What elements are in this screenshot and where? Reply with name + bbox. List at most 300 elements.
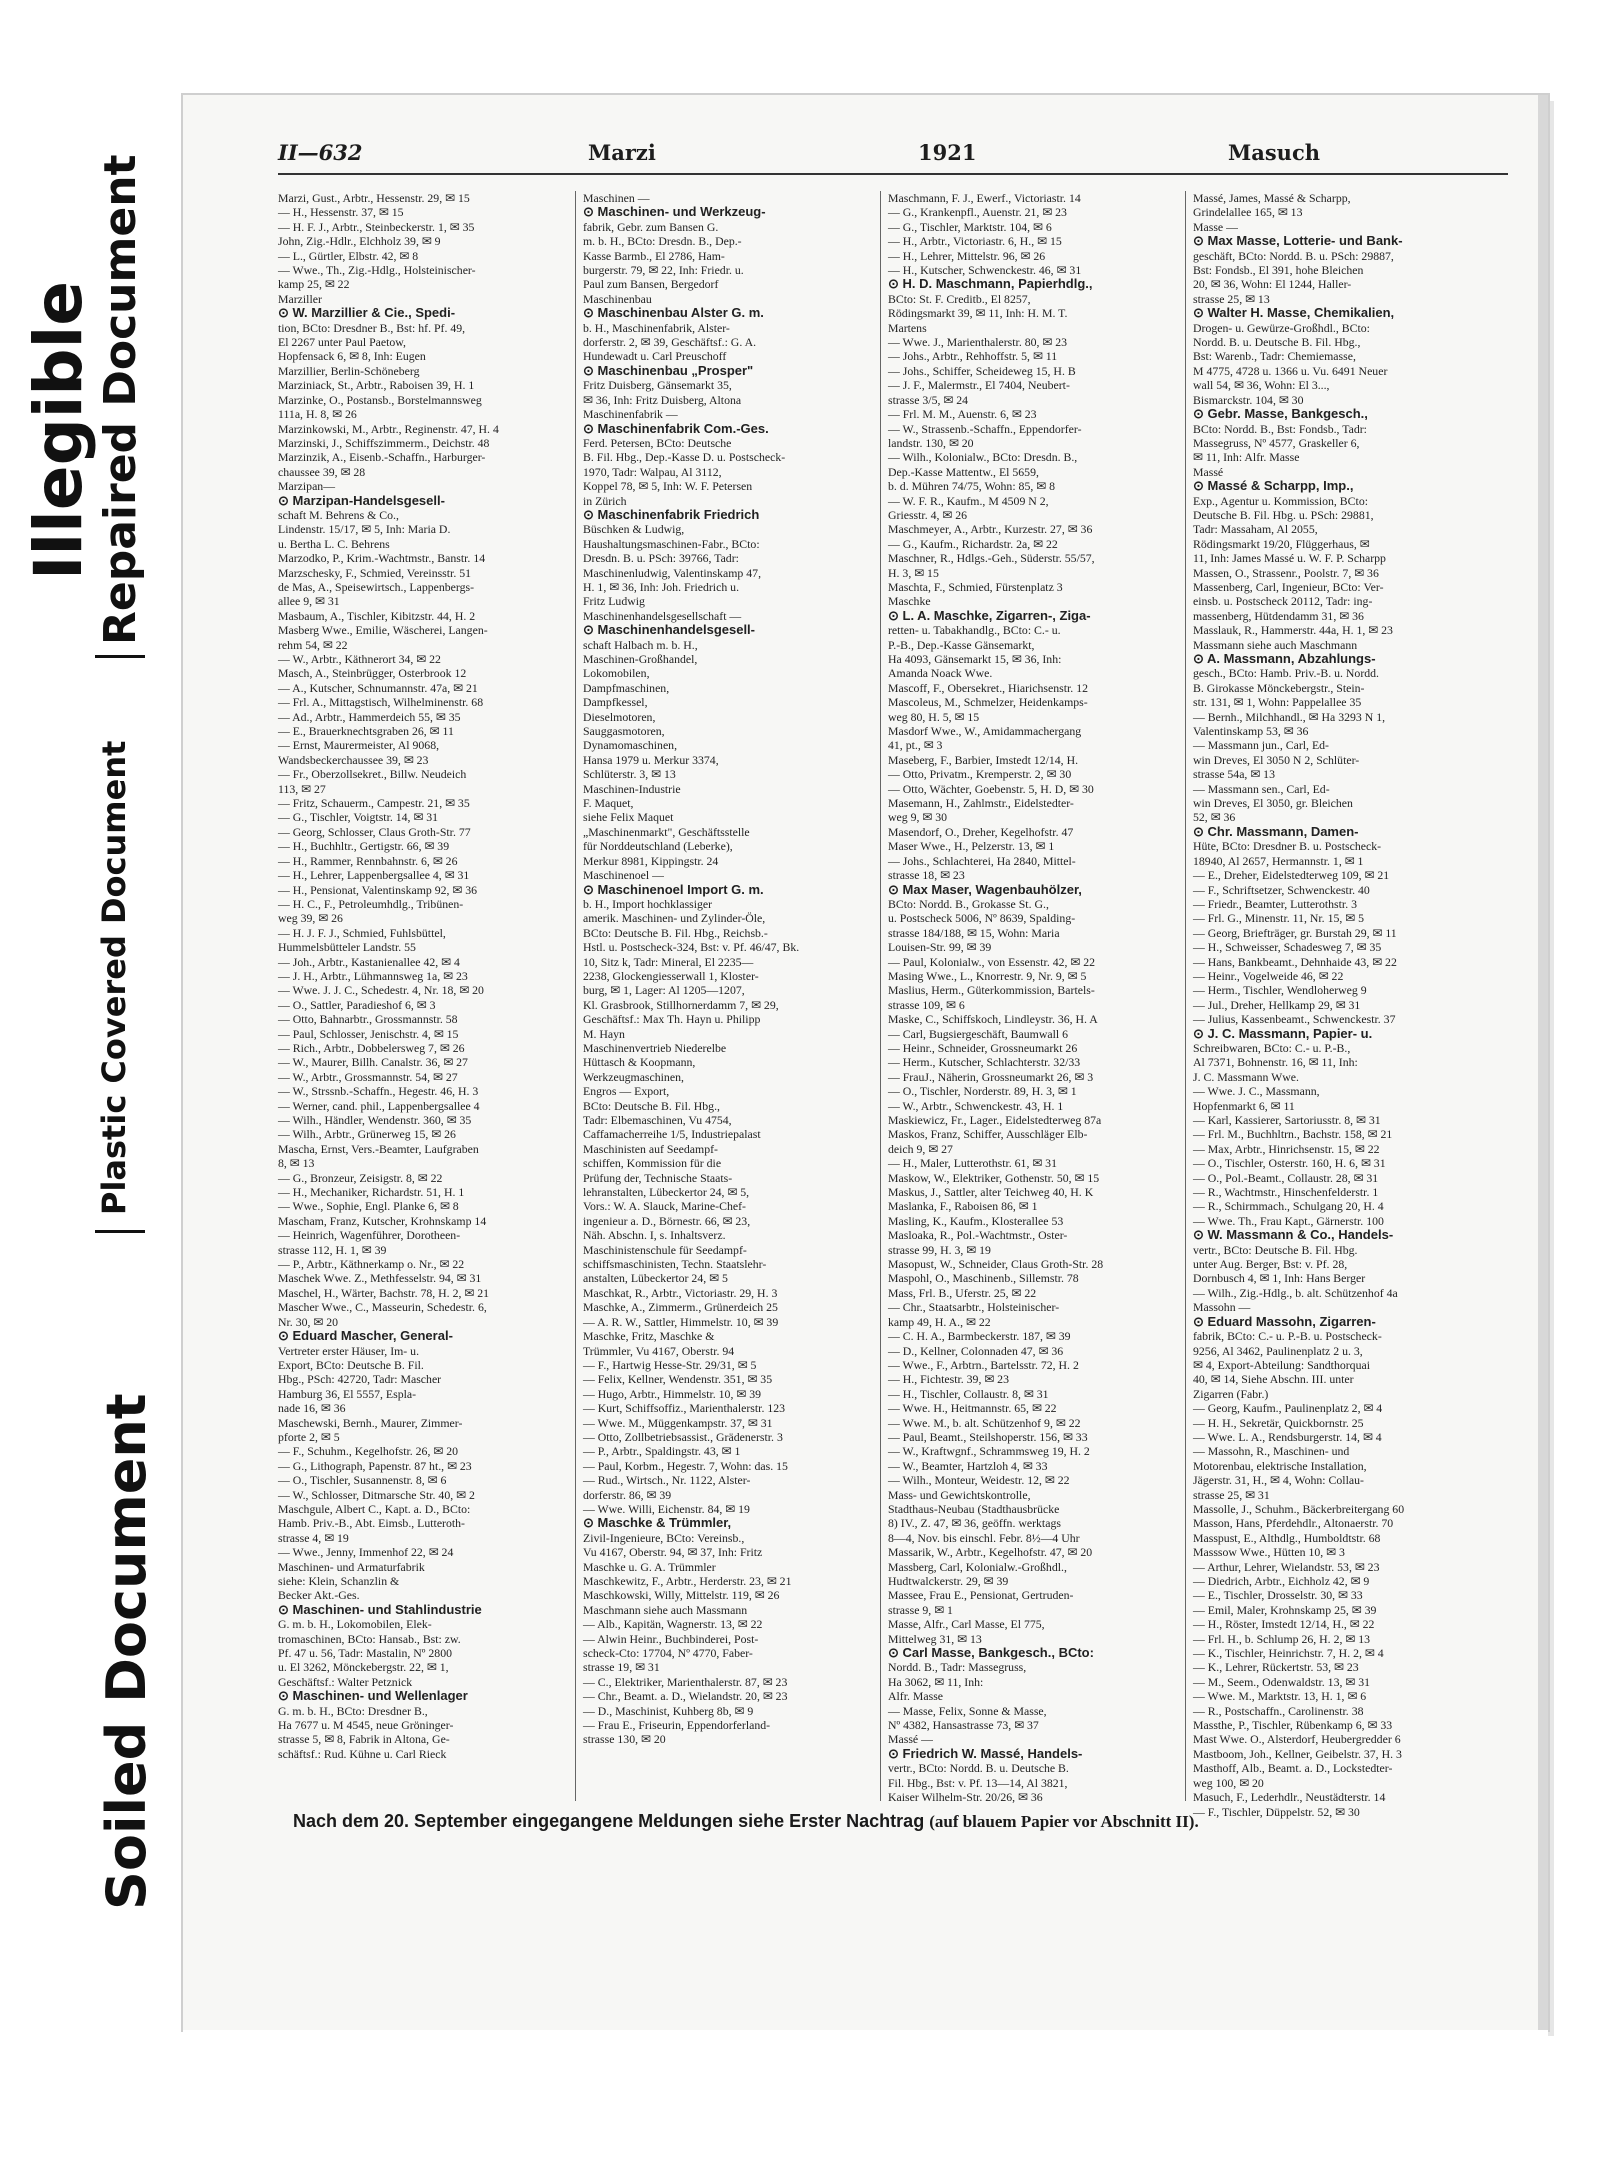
directory-entry-line: M 4775, 4728 u. 1366 u. Vu. 6491 Neuer [1193, 363, 1388, 378]
directory-entry-line: schaft M. Behrens & Co., [278, 507, 399, 522]
directory-entry-line: Caffamacherreihe 1/5, Industriepalast [583, 1127, 761, 1142]
directory-entry-line: — H., Tischler, Collaustr. 8, ✉ 31 [888, 1386, 1049, 1401]
directory-entry-line: Marzillier, Berlin-Schöneberg [278, 363, 420, 378]
directory-entry-line: ⊙ Friedrich W. Massé, Handels- [888, 1745, 1083, 1761]
directory-entry-line: BCto: St. F. Creditb., El 8257, [888, 291, 1031, 306]
directory-entry-line: Vertreter erster Häuser, Im- u. [278, 1343, 420, 1358]
directory-entry-line: Maskos, Franz, Schiffer, Ausschläger Elb- [888, 1127, 1088, 1142]
directory-entry-line: — W., Strassenb.-Schaffn., Eppendorfer- [888, 421, 1082, 436]
directory-entry-line: — J. H., Arbtr., Lühmannsweg 1a, ✉ 23 [278, 968, 468, 983]
scanned-directory-page [183, 95, 1548, 2030]
directory-entry-line: Mittelweg 31, ✉ 13 [888, 1631, 982, 1646]
page-number: II—632 [278, 140, 363, 165]
directory-entry-line: Dornbusch 4, ✉ 1, Inh: Hans Berger [1193, 1271, 1366, 1286]
directory-entry-line: — F., Hartwig Hesse-Str. 29/31, ✉ 5 [583, 1357, 757, 1372]
directory-entry-line: strasse 3/5, ✉ 24 [888, 392, 969, 407]
directory-entry-line: ⊙ Maschinen- und Werkzeug- [583, 204, 766, 220]
directory-entry-line: — Wwe. L. A., Rendsburgerstr. 14, ✉ 4 [1193, 1429, 1382, 1444]
directory-entry-line: landstr. 130, ✉ 20 [888, 435, 974, 450]
directory-entry-line: Massthe, P., Tischler, Rübenkamp 6, ✉ 33 [1193, 1718, 1393, 1733]
directory-entry-line: ⊙ Maschinenfabrik Com.-Ges. [583, 420, 769, 436]
directory-entry-line: Kaiser Wilhelm-Str. 20/26, ✉ 36 [888, 1790, 1043, 1805]
directory-entry-line: Maslanka, F., Raboisen 86, ✉ 1 [888, 1199, 1038, 1214]
directory-entry-line: Maschke, A., Zimmerm., Grünerdeich 25 [583, 1300, 778, 1315]
directory-entry-line: — R., Postschaffn., Carolinenstr. 38 [1193, 1703, 1364, 1718]
directory-entry-line: Marzinzik, A., Eisenb.-Schaffn., Harburger- [278, 450, 486, 465]
directory-entry-line: G. m. b. H., BCto: Dresdner B., [278, 1703, 428, 1718]
directory-entry-line: — Rich., Arbtr., Dobbelersweg 7, ✉ 26 [278, 1040, 465, 1055]
directory-entry-line: — L., Gürtler, Elbstr. 42, ✉ 8 [278, 248, 419, 263]
directory-entry-line: — W., Kraftwgnf., Schrammsweg 19, H. 2 [888, 1444, 1090, 1459]
directory-entry-line: Hbg., PSch: 42720, Tadr: Mascher [278, 1372, 442, 1387]
directory-entry-line: BCto: Nordd. B., Grokasse St. G., [888, 896, 1049, 911]
directory-entry-line: ⊙ Maschinenbau Alster G. m. [583, 305, 764, 321]
directory-entry-line: — Wwe. H., Heitmannstr. 65, ✉ 22 [888, 1401, 1057, 1416]
directory-entry-line: Massarik, W., Arbtr., Kegelhofstr. 47, ✉ 20 [888, 1545, 1093, 1560]
directory-entry-line: weg 80, H. 5, ✉ 15 [888, 709, 980, 724]
directory-entry-line: — Otto, Wächter, Goebenstr. 5, H. D, ✉ 30 [888, 781, 1094, 796]
directory-entry-line: Maschgule, Albert C., Kapt. a. D., BCto: [278, 1501, 471, 1516]
directory-entry-line: Maschinen — [583, 191, 650, 205]
directory-entry-line: gesch., BCto: Hamb. Priv.-B. u. Nordd. [1193, 666, 1380, 681]
directory-entry-line: 20, ✉ 36, Wohn: El 1244, Haller- [1193, 277, 1352, 292]
directory-entry-line: 10, Sitz k, Tadr: Mineral, El 2235— [583, 954, 754, 969]
directory-entry-line: Ha 4093, Gänsemarkt 15, ✉ 36, Inh: [888, 652, 1062, 666]
directory-entry-line: — F., Schuhm., Kegelhofstr. 26, ✉ 20 [278, 1444, 458, 1459]
directory-entry-line: strasse 4, ✉ 19 [278, 1530, 349, 1545]
directory-entry-line: Dep.-Kasse Mattentw., El 5659, [888, 464, 1039, 479]
directory-entry-line: Louisen-Str. 99, ✉ 39 [888, 940, 992, 955]
directory-entry-line: str. 131, ✉ 1, Wohn: Pappelallee 35 [1193, 695, 1362, 710]
directory-entry-line: Masberg Wwe., Emilie, Wäscherei, Langen- [278, 623, 488, 638]
directory-entry-line: Alfr. Masse [888, 1689, 944, 1704]
directory-entry-line: — H., Schweisser, Schadesweg 7, ✉ 35 [1193, 940, 1382, 955]
directory-entry-line: Kl. Grasbrook, Stillhornerdamm 7, ✉ 29, [583, 997, 779, 1012]
directory-entry-line: — G., Lithograph, Papenstr. 87 ht., ✉ 23 [278, 1458, 472, 1473]
directory-entry-line: Export, BCto: Deutsche B. Fil. [278, 1357, 424, 1372]
directory-entry-line: strasse 184/188, ✉ 15, Wohn: Maria [888, 925, 1060, 940]
directory-entry-line: — Alwin Heinr., Buchbinderei, Post- [583, 1631, 759, 1646]
directory-entry-line: — H., Arbtr., Victoriastr. 6, H., ✉ 15 [888, 234, 1062, 249]
directory-entry-line: Masdorf Wwe., W., Amidammachergang [888, 724, 1082, 739]
directory-entry-line: — Wilh., Monteur, Weidestr. 12, ✉ 22 [888, 1473, 1070, 1488]
directory-entry-line: 8, ✉ 13 [278, 1156, 315, 1171]
directory-entry-line: Griesstr. 4, ✉ 26 [888, 507, 968, 522]
directory-entry-line: Wandsbeckerchaussee 39, ✉ 23 [278, 752, 429, 767]
directory-entry-line: 11, Inh: James Massé u. W. F. P. Scharpp [1193, 551, 1386, 566]
directory-entry-line: BCto: Nordd. B., Bst: Fondsb., Tadr: [1193, 421, 1367, 436]
footer-note: (auf blauem Papier vor Abschnitt II). [929, 1812, 1199, 1831]
directory-entry-line: u. Postscheck 5006, Nº 8639, Spalding- [888, 911, 1076, 926]
label-illegible: Illegible [20, 280, 97, 580]
directory-entry-line: — Rud., Wirtsch., Nr. 1122, Alster- [583, 1473, 751, 1488]
directory-entry-line: Deutsche B. Fil. Hbg. u. PSch: 29881, [1193, 507, 1374, 522]
directory-entry-line: siehe Felix Maquet [583, 810, 674, 825]
directory-entry-line: — Max, Arbtr., Hinrichsenstr. 15, ✉ 22 [1193, 1141, 1380, 1156]
directory-entry-line: Maskow, W., Elektriker, Gothenstr. 50, ✉ 15 [888, 1170, 1100, 1185]
directory-entry-line: — G., Tischler, Voigtstr. 14, ✉ 31 [278, 810, 439, 825]
directory-entry-line: ⊙ Maschinen- und Stahlindustrie [278, 1601, 482, 1617]
directory-entry-line: Marzi, Gust., Arbtr., Hessenstr. 29, ✉ 15 [278, 191, 470, 205]
directory-entry-line: siehe: Klein, Schanzlin & [278, 1574, 400, 1588]
directory-entry-line: Masbaum, A., Tischler, Kibitzstr. 44, H. 2 [278, 608, 476, 623]
directory-entry-line: H. 1, ✉ 36, Inh: Joh. Friedrich u. [583, 579, 740, 594]
directory-entry-line: Masspust, E., Althdlg., Humboldtstr. 68 [1193, 1530, 1381, 1545]
directory-entry-line: Maslius, Herm., Güterkommission, Bartels- [888, 983, 1095, 998]
directory-column-3 [888, 191, 1173, 1805]
directory-entry-line: Masslauk, R., Hammerstr. 44a, H. 1, ✉ 23 [1193, 623, 1393, 638]
directory-entry-line: — Heinr., Vogelweide 46, ✉ 22 [1193, 968, 1344, 983]
directory-entry-line: — H., Mechaniker, Richardstr. 51, H. 1 [278, 1185, 465, 1200]
directory-entry-line: win Dreves, El 3050, gr. Bleichen [1193, 796, 1353, 811]
directory-entry-line: Maschinenbau [583, 291, 652, 306]
directory-entry-line: — Hans, Bankbeamt., Dehnhaide 43, ✉ 22 [1193, 954, 1397, 969]
directory-entry-line: Masthoff, Alb., Beamt. a. D., Lockstedter- [1193, 1761, 1393, 1776]
directory-entry-line: — Wwe., Th., Zig.-Hdlg., Holsteinischer- [278, 263, 476, 278]
directory-entry-line: Masuch, F., Lederhdlr., Neustädterstr. 14 [1193, 1790, 1386, 1805]
directory-entry-line: win Dreves, El 3050 N 2, Schlüter- [1193, 752, 1360, 767]
directory-entry-line: ⊙ Maschinenhandelsgesell- [583, 622, 755, 638]
directory-entry-line: — Wilh., Kolonialw., BCto: Dresdn. B., [888, 450, 1078, 465]
directory-entry-line: — Wwe. M., b. alt. Schützenhof 9, ✉ 22 [888, 1415, 1081, 1430]
directory-entry-line: allee 9, ✉ 31 [278, 594, 340, 609]
directory-entry-line: Maschner, R., Hdlgs.-Geh., Süderstr. 55/57, [888, 551, 1095, 566]
directory-entry-line: Dampfmaschinen, [583, 680, 670, 695]
directory-entry-line: Massé — [888, 1732, 933, 1747]
directory-entry-line: — Massmann jun., Carl, Ed- [1193, 738, 1329, 753]
directory-entry-line: Geschäftsf.: Max Th. Hayn u. Philipp [583, 1012, 761, 1027]
directory-entry-line: — Johs., Schiffer, Scheideweg 15, H. B [888, 363, 1076, 378]
directory-entry-line: — E., Dreher, Eidelstedterweg 109, ✉ 21 [1193, 868, 1390, 883]
directory-entry-line: Maschinen- und Armaturfabrik [278, 1559, 425, 1574]
directory-column-1 [278, 191, 563, 1801]
directory-entry-line: ✉ 11, Inh: Alfr. Masse [1193, 450, 1300, 465]
directory-entry-line: — Emil, Maler, Krohnskamp 25, ✉ 39 [1193, 1602, 1377, 1617]
directory-entry-line: Mascoff, F., Obersekret., Hiarichsenstr. 12 [888, 680, 1088, 695]
directory-entry-line: ⊙ Massé & Scharpp, Imp., [1193, 478, 1354, 494]
directory-entry-line: Marzinkowski, M., Arbtr., Reginenstr. 47, H. 4 [278, 421, 499, 436]
directory-entry-line: — W., Arbtr., Käthnerort 34, ✉ 22 [278, 652, 441, 666]
directory-entry-line: — Werner, cand. phil., Lappenbergsallee 4 [278, 1098, 480, 1113]
directory-entry-line: strasse 18, ✉ 23 [888, 868, 965, 883]
directory-entry-line: Geschäftsf.: Walter Petznick [278, 1674, 413, 1689]
directory-entry-line: P.-B., Dep.-Kasse Gänsemarkt, [888, 637, 1035, 652]
directory-entry-line: vertr., BCto: Nordd. B. u. Deutsche B. [888, 1761, 1069, 1776]
directory-entry-line: ⊙ H. D. Maschmann, Papierhdlg., [888, 276, 1093, 292]
directory-entry-line: — A. R. W., Sattler, Himmelstr. 10, ✉ 39 [583, 1314, 779, 1329]
directory-entry-line: — H., Buchhltr., Gertigstr. 66, ✉ 39 [278, 839, 450, 854]
directory-entry-line: ⊙ Eduard Massohn, Zigarren- [1193, 1313, 1376, 1329]
directory-entry-line: Vors.: W. A. Slauck, Marine-Chef- [583, 1199, 746, 1214]
directory-entry-line: Maschke, Fritz, Maschke & [583, 1329, 715, 1344]
directory-entry-line: — Masse, Felix, Sonne & Masse, [888, 1703, 1047, 1718]
footer-notice: Nach dem 20. September eingegangene Meldungen siehe Erster Nachtrag [293, 1811, 925, 1831]
directory-entry-line: — P., Arbtr., Käthnerkamp o. Nr., ✉ 22 [278, 1257, 465, 1272]
directory-entry-line: — Kurt, Schiffsoffiz., Marienthalerstr. 123 [583, 1401, 786, 1416]
directory-entry-line: Exp., Agentur u. Kommission, BCto: [1193, 493, 1368, 508]
directory-entry-line: Hamburg 36, El 5557, Espla- [278, 1386, 417, 1401]
directory-entry-line: — Diedrich, Arbtr., Eichholz 42, ✉ 9 [1193, 1574, 1370, 1588]
directory-entry-line: — W., Maurer, Billh. Canalstr. 36, ✉ 27 [278, 1055, 468, 1070]
directory-entry-line: Hstl. u. Postscheck-324, Bst: v. Pf. 46/47, Bk. [583, 940, 800, 955]
directory-entry-line: — H., Fichtestr. 39, ✉ 23 [888, 1372, 1009, 1387]
directory-entry-line: strasse 54a, ✉ 13 [1193, 767, 1275, 782]
page-edge-shadow [1538, 95, 1548, 2030]
directory-entry-line: — C. H. A., Barmbeckerstr. 187, ✉ 39 [888, 1329, 1071, 1344]
directory-entry-line: Masloaka, R., Pol.-Wachtmstr., Oster- [888, 1228, 1068, 1243]
directory-entry-line: scheck-Cto: 17704, Nº 4770, Faber- [583, 1646, 753, 1661]
directory-entry-line: ⊙ Maschinenfabrik Friedrich [583, 506, 760, 522]
directory-entry-line: — P., Arbtr., Spaldingstr. 43, ✉ 1 [583, 1444, 741, 1459]
directory-entry-line: — R., Schirmmach., Schulgang 20, H. 4 [1193, 1199, 1384, 1214]
directory-entry-line: Hansa 1979 u. Merkur 3374, [583, 752, 719, 767]
directory-entry-line: — Wwe. J., Marienthalerstr. 80, ✉ 23 [888, 335, 1068, 350]
directory-entry-line: Näh. Abschn. I, s. Inhaltsverz. [583, 1228, 726, 1243]
directory-entry-line: — K., Tischler, Heinrichstr. 7, H. 2, ✉ 4 [1193, 1646, 1384, 1661]
directory-entry-line: Trümmler, Vu 4167, Oberstr. 94 [583, 1343, 735, 1358]
directory-entry-line: Hudtwalckerstr. 29, ✉ 39 [888, 1574, 1009, 1588]
directory-entry-line: 18940, Al 2657, Hermannstr. 1, ✉ 1 [1193, 853, 1364, 868]
directory-entry-line: Valentinskamp 53, ✉ 36 [1193, 724, 1309, 739]
directory-entry-line: ✉ 4, Export-Abteilung: Sandthorquai [1193, 1357, 1370, 1372]
label-divider [95, 1230, 145, 1233]
header-first-entry: Marzi [588, 140, 656, 165]
directory-entry-line: — F., Tischler, Düppelstr. 52, ✉ 30 [1193, 1804, 1360, 1819]
directory-entry-line: u. El 3262, Mönckebergstr. 22, ✉ 1, [278, 1660, 449, 1675]
directory-entry-line: Becker Akt.-Ges. [278, 1588, 360, 1603]
directory-entry-line: B. Fil. Hbg., Dep.-Kasse D. u. Postscheck- [583, 450, 786, 465]
directory-entry-line: ⊙ Carl Masse, Bankgesch., BCto: [888, 1645, 1094, 1661]
directory-entry-line: tion, BCto: Dresdner B., Bst: hf. Pf. 49, [278, 320, 466, 335]
directory-entry-line: Dynamomaschinen, [583, 738, 678, 753]
directory-entry-line: burgerstr. 79, ✉ 22, Inh: Friedr. u. [583, 263, 744, 278]
directory-entry-line: schiffen, Kommission für die [583, 1156, 722, 1171]
directory-entry-line: — Wwe. Th., Frau Kapt., Gärnerstr. 100 [1193, 1213, 1384, 1228]
directory-entry-line: Masing Wwe., L., Knorrestr. 9, Nr. 9, ✉ 5 [888, 968, 1087, 983]
directory-entry-line: — O., Tischler, Osterstr. 160, H. 6, ✉ 31 [1193, 1156, 1386, 1171]
directory-entry-line: Zigarren (Fabr.) [1193, 1386, 1269, 1401]
directory-entry-line: ✉ 36, Inh: Fritz Duisberg, Altona [583, 392, 742, 407]
directory-entry-line: Maschek Wwe. Z., Methfesselstr. 94, ✉ 31 [278, 1271, 482, 1286]
directory-entry-line: — Wilh., Zig.-Hdlg., b. alt. Schützenhof 4a [1193, 1285, 1398, 1300]
directory-entry-line: Masch, A., Steinbrügger, Osterbrook 12 [278, 666, 467, 681]
directory-entry-line: strasse 130, ✉ 20 [583, 1732, 666, 1747]
directory-entry-line: wall 54, ✉ 36, Wohn: El 3..., [1193, 378, 1330, 393]
directory-entry-line: — O., Sattler, Paradieshof 6, ✉ 3 [278, 997, 436, 1012]
directory-entry-line: — D., Maschinist, Kuhberg 8b, ✉ 9 [583, 1703, 754, 1718]
directory-entry-line: Marzinke, O., Postansb., Borstelmannsweg [278, 392, 482, 407]
directory-entry-line: Nr. 30, ✉ 20 [278, 1314, 339, 1329]
directory-entry-line: — Wwe., F., Arbtrn., Bartelsstr. 72, H. 2 [888, 1357, 1079, 1372]
label-divider [95, 655, 145, 658]
directory-entry-line: — Paul, Beamt., Steilshoperstr. 156, ✉ 33 [888, 1429, 1088, 1444]
directory-entry-line: Mascher Wwe., C., Masseurin, Schedestr. 6, [278, 1300, 487, 1315]
directory-entry-line: strasse 25, ✉ 13 [1193, 291, 1270, 306]
directory-entry-line: — Wwe. M., Marktstr. 13, H. 1, ✉ 6 [1193, 1689, 1367, 1704]
directory-entry-line: Haushaltungsmaschinen-Fabr., BCto: [583, 536, 760, 551]
directory-entry-line: — F., Schriftsetzer, Schwenckestr. 40 [1193, 882, 1370, 897]
directory-entry-line: Marziniack, St., Arbtr., Raboisen 39, H. 1 [278, 378, 475, 393]
directory-entry-line: strasse 5, ✉ 8, Fabrik in Altona, Ge- [278, 1732, 450, 1747]
directory-entry-line: ⊙ A. Massmann, Abzahlungs- [1193, 651, 1376, 666]
directory-entry-line: Maschinisten auf Seedampf- [583, 1141, 718, 1156]
directory-entry-line: Maschta, F., Schmied, Fürstenplatz 3 [888, 579, 1063, 594]
directory-entry-line: 113, ✉ 27 [278, 781, 326, 796]
directory-entry-line: vertr., BCto: Deutsche B. Fil. Hbg. [1193, 1242, 1358, 1257]
directory-entry-line: Engros — Export, [583, 1084, 670, 1099]
directory-entry-line: Mass- und Gewichtskontrolle, [888, 1487, 1031, 1502]
directory-entry-line: schaft Halbach m. b. H., [583, 637, 698, 652]
header-rule [278, 173, 1508, 175]
directory-entry-line: Al 7371, Bohnenstr. 16, ✉ 11, Inh: [1193, 1055, 1358, 1070]
directory-entry-line: Massé [1193, 464, 1224, 479]
directory-entry-line: Tadr: Elbemaschinen, Vu 4754, [583, 1113, 732, 1127]
directory-entry-line: Maser Wwe., H., Pelzerstr. 13, ✉ 1 [888, 839, 1055, 854]
directory-entry-line: Jägerstr. 31, H., ✉ 4, Wohn: Collau- [1193, 1473, 1364, 1488]
directory-entry-line: Koppel 78, ✉ 5, Inh: W. F. Petersen [583, 479, 753, 494]
directory-entry-line: Schreibwaren, BCto: C.- u. P.-B., [1193, 1040, 1351, 1055]
directory-entry-line: Fil. Hbg., Bst: v. Pf. 13—14, Al 3821, [888, 1775, 1068, 1790]
directory-entry-line: in Zürich [583, 493, 627, 508]
directory-entry-line: — Wwe. J. J. C., Schedestr. 4, Nr. 18, ✉ 20 [278, 983, 484, 998]
directory-entry-line: Maspohl, O., Maschinenb., Sillemstr. 78 [888, 1271, 1079, 1286]
directory-entry-line: ⊙ L. A. Maschke, Zigarren-, Ziga- [888, 607, 1091, 623]
directory-entry-line: Hüttasch & Koopmann, [583, 1055, 696, 1070]
directory-entry-line: Massohn — [1193, 1300, 1251, 1315]
directory-entry-line: tromaschinen, BCto: Hansab., Bst: zw. [278, 1631, 461, 1646]
directory-entry-line: — Frl. M., Buchhltrn., Bachstr. 158, ✉ 21 [1193, 1127, 1393, 1142]
directory-entry-line: Marzschesky, F., Schmied, Vereinsstr. 51 [278, 565, 472, 580]
directory-entry-line: — FrauJ., Näherin, Grossneumarkt 26, ✉ 3 [888, 1069, 1094, 1084]
directory-entry-line: — Massohn, R., Maschinen- und [1193, 1444, 1350, 1459]
directory-entry-line: Tadr: Massaham, Al 2055, [1193, 522, 1318, 537]
directory-entry-line: Massmann siehe auch Maschmann [1193, 637, 1358, 652]
directory-entry-line: — E., Tischler, Drosselstr. 30, ✉ 33 [1193, 1588, 1363, 1603]
label-plastic-covered-document: Plastic Covered Document [95, 740, 133, 1215]
directory-entry-line: Mascoleus, M., Schmelzer, Heidenkamps- [888, 695, 1088, 710]
directory-entry-line: unter Aug. Berger, Bst: v. Pf. 28, [1193, 1257, 1348, 1272]
directory-entry-line: — Jul., Dreher, Hellkamp 29, ✉ 31 [1193, 997, 1361, 1012]
directory-entry-line: — Herm., Tischler, Wendloherweg 9 [1193, 983, 1367, 998]
label-soiled-document: Soiled Document [95, 1393, 158, 1910]
directory-entry-line: Marzipan— [278, 479, 335, 494]
directory-entry-line: Lokomobilen, [583, 666, 650, 681]
directory-entry-line: J. C. Massmann Wwe. [1193, 1069, 1299, 1084]
directory-entry-line: — Herm., Kutscher, Schlachterstr. 32/33 [888, 1055, 1081, 1070]
directory-entry-line: Maskiewicz, Fr., Lager., Eidelstedterweg 87a [888, 1113, 1102, 1127]
directory-entry-line: burg, ✉ 1, Lager: Al 1205—1207, [583, 983, 745, 998]
directory-entry-line: — Wilh., Arbtr., Grünerweg 15, ✉ 26 [278, 1127, 456, 1142]
directory-entry-line: 8—4, Nov. bis einschl. Febr. 8½—4 Uhr [888, 1530, 1080, 1545]
directory-entry-line: ⊙ Walter H. Masse, Chemikalien, [1193, 305, 1395, 321]
directory-entry-line: — W., Arbtr., Grossmannstr. 54, ✉ 27 [278, 1069, 458, 1084]
directory-entry-line: ⊙ Marzipan-Handelsgesell- [278, 492, 445, 508]
directory-entry-line: strasse 109, ✉ 6 [888, 997, 965, 1012]
directory-entry-line: Bismarckstr. 104, ✉ 30 [1193, 392, 1304, 407]
directory-entry-line: ⊙ W. Massmann & Co., Handels- [1193, 1227, 1394, 1243]
directory-entry-line: weg 9, ✉ 30 [888, 810, 948, 825]
directory-entry-line: — H. C., F., Petroleumhdlg., Tribünen- [278, 896, 464, 911]
directory-entry-line: — Johs., Arbtr., Rehhoffstr. 5, ✉ 11 [888, 349, 1058, 364]
directory-entry-line: — O., Tischler, Norderstr. 89, H. 3, ✉ 1 [888, 1084, 1077, 1099]
directory-entry-line: — Frl. H., b. Schlump 26, H. 2, ✉ 13 [1193, 1631, 1371, 1646]
directory-entry-line: — Paul, Kolonialw., von Essenstr. 42, ✉ 22 [888, 954, 1096, 969]
directory-entry-line: Nordd. B., Tadr: Massegruss, [888, 1660, 1027, 1675]
directory-entry-line: — Arthur, Lehrer, Wielandstr. 53, ✉ 23 [1193, 1559, 1380, 1574]
directory-entry-line: — Heinrich, Wagenführer, Dorotheen- [278, 1228, 461, 1243]
directory-entry-line: Motorenbau, elektrische Installation, [1193, 1458, 1367, 1473]
directory-entry-line: Masopust, W., Schneider, Claus Groth-Str. 28 [888, 1257, 1104, 1272]
directory-entry-line: Hamb. Priv.-B., Abt. Eimsb., Lutteroth- [278, 1516, 465, 1531]
directory-entry-line: Masson, Hans, Pferdehdlr., Altonaerstr. 70 [1193, 1516, 1394, 1531]
directory-entry-line: — W. F. R., Kaufm., M 4509 N 2, [888, 493, 1049, 508]
directory-entry-line: — Frl. G., Minenstr. 11, Nr. 15, ✉ 5 [1193, 911, 1365, 926]
directory-entry-line: Lindenstr. 15/17, ✉ 5, Inh: Maria D. [278, 522, 451, 537]
directory-entry-line: pforte 2, ✉ 5 [278, 1429, 340, 1444]
directory-entry-line: El 2267 unter Paul Paetow, [278, 335, 406, 350]
directory-entry-line: kamp 25, ✉ 22 [278, 277, 350, 292]
column-divider [1185, 191, 1186, 1801]
directory-entry-line: — G., Bronzeur, Zeisigstr. 8, ✉ 22 [278, 1170, 443, 1185]
directory-entry-line: Massenberg, Carl, Ingenieur, BCto: Ver- [1193, 579, 1384, 594]
directory-entry-line: Maschinistenschule für Seedampf- [583, 1242, 747, 1257]
directory-entry-line: — Massmann sen., Carl, Ed- [1193, 781, 1330, 796]
directory-entry-line: Maske, C., Schiffskoch, Lindleystr. 36, H. A [888, 1012, 1098, 1027]
directory-entry-line: Pf. 47 u. 56, Tadr: Mastalin, Nº 2800 [278, 1646, 452, 1661]
page-header [278, 140, 1508, 176]
directory-entry-line: Maschinenhandelsgesellschaft — [583, 608, 742, 623]
directory-entry-line: — Paul, Schlosser, Jenischstr. 4, ✉ 15 [278, 1026, 459, 1041]
directory-entry-line: ⊙ W. Marzillier & Cie., Spedi- [278, 305, 456, 321]
directory-entry-line: — H., Rammer, Rennbahnstr. 6, ✉ 26 [278, 853, 458, 868]
directory-entry-line: — Friedr., Beamter, Lutterothstr. 3 [1193, 896, 1357, 911]
directory-entry-line: Massee, Frau E., Pensionat, Gertruden- [888, 1588, 1074, 1603]
directory-entry-line: — Georg, Briefträger, gr. Burstah 29, ✉ 11 [1193, 925, 1397, 940]
directory-entry-line: Martens [888, 320, 927, 335]
directory-entry-line: — W., Beamter, Hartzloh 4, ✉ 33 [888, 1458, 1048, 1473]
directory-entry-line: Rödingsmarkt 19/20, Flüggerhaus, ✉ [1193, 536, 1370, 551]
directory-entry-line: — H., Röster, Imstedt 12/14, H., ✉ 22 [1193, 1617, 1375, 1632]
directory-entry-line: — W., Strssnb.-Schaffn., Hegestr. 46, H. 3 [278, 1084, 479, 1099]
directory-entry-line: schiffsmaschinisten, Techn. Staatslehr- [583, 1257, 767, 1272]
directory-entry-line: — O., Tischler, Susannenstr. 8, ✉ 6 [278, 1473, 447, 1488]
directory-entry-line: — H., Hessenstr. 37, ✉ 15 [278, 205, 404, 220]
directory-entry-line: Nordd. B. u. Deutsche B. Fil. Hbg., [1193, 335, 1361, 350]
directory-entry-line: — G., Tischler, Marktstr. 104, ✉ 6 [888, 219, 1052, 234]
directory-entry-line: Dieselmotoren, [583, 709, 656, 724]
directory-entry-line: — H. H., Sekretär, Quickbornstr. 25 [1193, 1415, 1364, 1430]
directory-entry-line: b. H., Import hochklassiger [583, 896, 713, 911]
directory-entry-line: — K., Lehrer, Rückertstr. 53, ✉ 23 [1193, 1660, 1359, 1675]
directory-entry-line: — Julius, Kassenbeamt., Schwenckestr. 37 [1193, 1012, 1396, 1027]
directory-entry-line: Masse — [1193, 219, 1238, 234]
directory-entry-line: u. Bertha L. C. Behrens [278, 536, 390, 551]
directory-entry-line: ⊙ Maschke & Trümmler, [583, 1515, 732, 1531]
directory-entry-line: — Otto, Privatm., Kremperstr. 2, ✉ 30 [888, 767, 1072, 782]
directory-entry-line: Rödingsmarkt 39, ✉ 11, Inh: H. M. T. [888, 306, 1068, 321]
directory-entry-line: ⊙ Max Masse, Lotterie- und Bank- [1193, 233, 1403, 249]
directory-entry-line: Grindelallee 165, ✉ 13 [1193, 205, 1303, 220]
directory-entry-line: einsb. u. Postscheck 20112, Tadr: ing- [1193, 594, 1373, 609]
directory-entry-line: Masse, Alfr., Carl Masse, El 775, [888, 1617, 1045, 1632]
directory-entry-line: chaussee 39, ✉ 28 [278, 464, 366, 479]
directory-entry-line: für Norddeutschland (Leberke), [583, 839, 733, 854]
directory-entry-line: — Wwe. J. C., Massmann, [1193, 1084, 1320, 1099]
directory-entry-line: deich 9, ✉ 27 [888, 1141, 953, 1156]
directory-entry-line: Masssow Wwe., Hütten 10, ✉ 3 [1193, 1545, 1345, 1560]
directory-entry-line: ⊙ Maschinenoel Import G. m. [583, 881, 764, 897]
directory-entry-line: Maschinenfabrik — [583, 407, 678, 422]
